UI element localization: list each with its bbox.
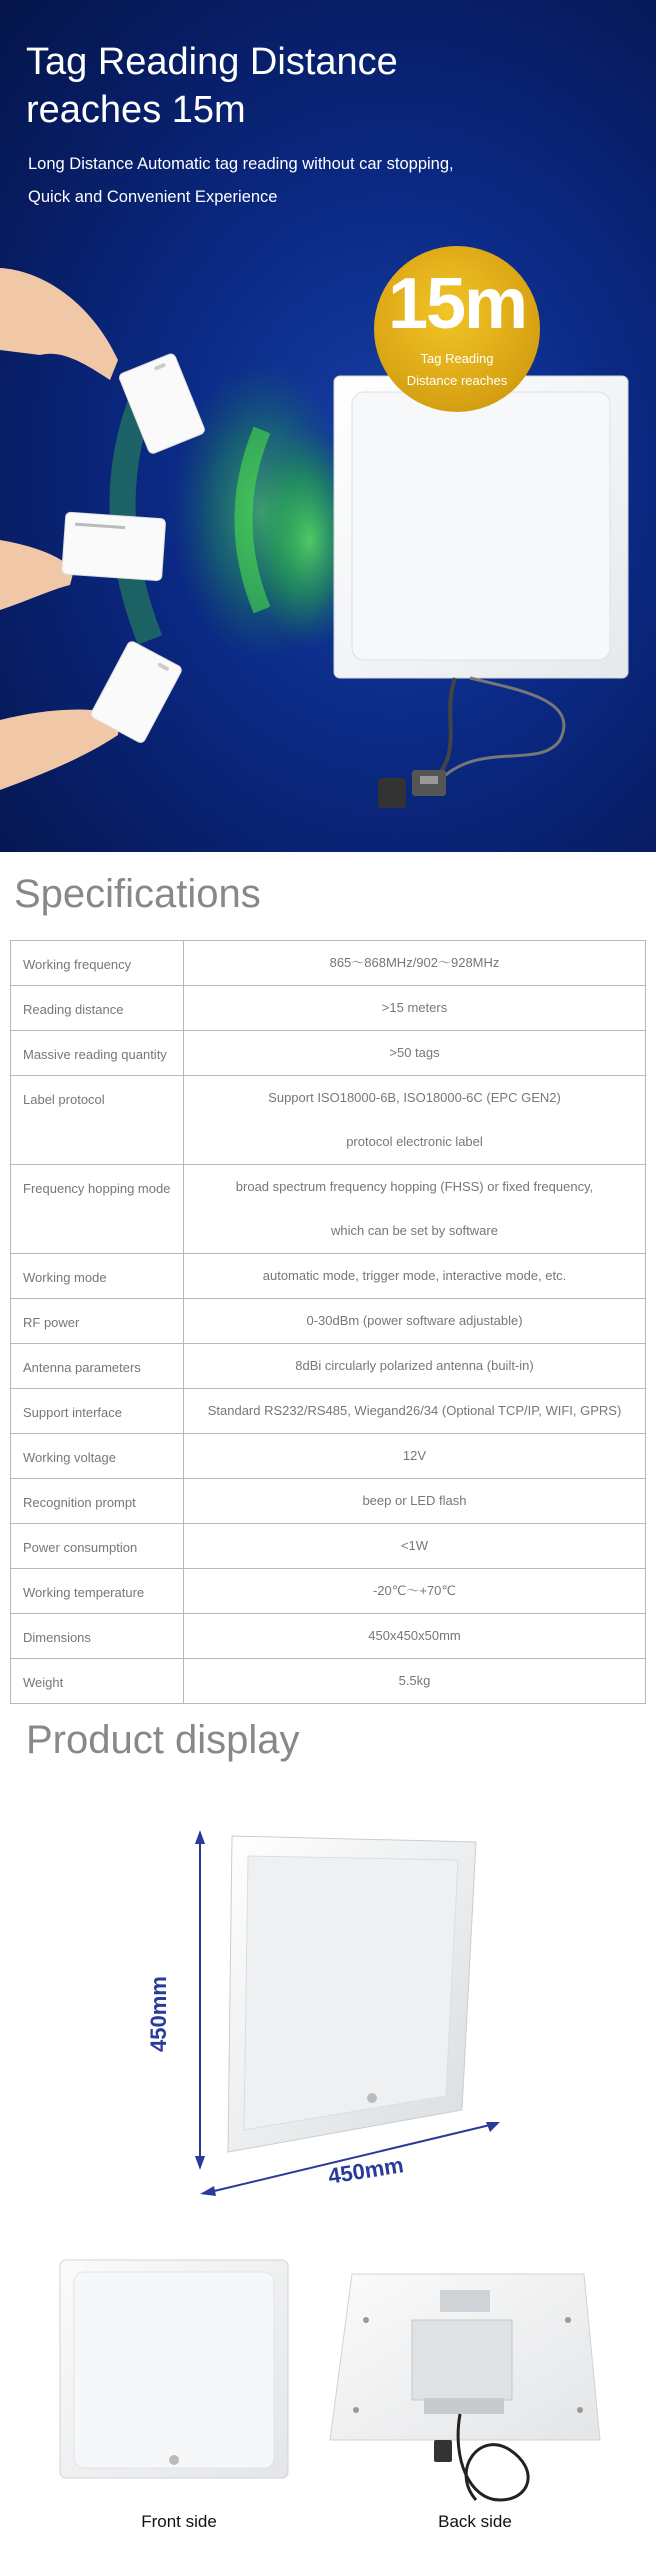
- hero-subtitle: [28, 148, 588, 214]
- spec-value: [184, 1479, 646, 1524]
- table-row: [11, 941, 646, 986]
- back-side-caption: Back side: [438, 2512, 512, 2531]
- spec-value-line: automatic mode, trigger mode, interactive mode, etc.: [262, 1268, 567, 1283]
- badge-value: 15m: [387, 264, 527, 344]
- specifications-table: [10, 940, 646, 1704]
- spec-label: Support interface: [11, 1389, 184, 1434]
- table-row: [11, 1524, 646, 1569]
- hero-title: [26, 38, 586, 134]
- table-row: [11, 1254, 646, 1299]
- rfid-reader-icon: [334, 376, 628, 808]
- width-dimension-label: 450mm: [326, 2152, 406, 2189]
- table-row: [11, 1165, 646, 1254]
- spec-value-line: 12V: [402, 1448, 427, 1463]
- spec-label: Power consumption: [11, 1524, 184, 1569]
- spec-label: Antenna parameters: [11, 1344, 184, 1389]
- spec-label: Working frequency: [11, 941, 184, 986]
- table-row: [11, 1569, 646, 1614]
- spec-label: Frequency hopping mode: [11, 1165, 184, 1254]
- table-row: [11, 1031, 646, 1076]
- spec-value: [184, 1344, 646, 1389]
- back-side-panel-icon: [330, 2274, 600, 2500]
- front-side-caption: Front side: [141, 2512, 217, 2531]
- table-row: [11, 1389, 646, 1434]
- spec-value-line: beep or LED flash: [362, 1493, 467, 1508]
- specifications-title: Specifications: [14, 872, 261, 916]
- table-row: [11, 1479, 646, 1524]
- table-row: [11, 1299, 646, 1344]
- spec-value: [184, 1165, 646, 1254]
- spec-value: [184, 1659, 646, 1704]
- spec-label: RF power: [11, 1299, 184, 1344]
- table-row: [11, 1434, 646, 1479]
- spec-label: Working voltage: [11, 1434, 184, 1479]
- spec-label: Working temperature: [11, 1569, 184, 1614]
- spec-value: [184, 1434, 646, 1479]
- spec-value: [184, 1254, 646, 1299]
- spec-label: Label protocol: [11, 1076, 184, 1165]
- spec-value-line: 5.5kg: [398, 1673, 431, 1688]
- spec-value-line: 450x450x50mm: [368, 1628, 461, 1643]
- front-side-panel-icon: [60, 2260, 288, 2478]
- spec-value-line: -20℃～+70℃: [372, 1583, 457, 1598]
- distance-badge: [374, 246, 540, 412]
- antenna-panel-icon: [228, 1836, 476, 2152]
- spec-value-line: which can be set by software: [331, 1223, 498, 1238]
- spec-value: [184, 941, 646, 986]
- spec-value-line: <1W: [400, 1538, 429, 1553]
- spec-label: Dimensions: [11, 1614, 184, 1659]
- product-display-title: Product display: [26, 1718, 300, 1762]
- table-row: [11, 1344, 646, 1389]
- height-dimension-label: 450mm: [146, 1976, 171, 2052]
- spec-label: Recognition prompt: [11, 1479, 184, 1524]
- spec-value: [184, 1524, 646, 1569]
- hero-title-line1: Tag Reading Distance: [26, 41, 398, 83]
- spec-label: Reading distance: [11, 986, 184, 1031]
- spec-value-line: Standard RS232/RS485, Wiegand26/34 (Optional TCP/IP, WIFI, GPRS): [207, 1403, 622, 1418]
- spec-value-line: protocol electronic label: [346, 1134, 483, 1149]
- spec-value: [184, 1076, 646, 1165]
- spec-label: Weight: [11, 1659, 184, 1704]
- spec-label: Working mode: [11, 1254, 184, 1299]
- spec-value-line: 865～868MHz/902～928MHz: [329, 955, 500, 970]
- table-row: [11, 986, 646, 1031]
- table-row: [11, 1659, 646, 1704]
- spec-label: Massive reading quantity: [11, 1031, 184, 1076]
- spec-value: [184, 986, 646, 1031]
- spec-value: [184, 1031, 646, 1076]
- table-row: [11, 1614, 646, 1659]
- spec-value-line: >50 tags: [389, 1045, 440, 1060]
- hero-title-line2: reaches 15m: [26, 89, 246, 131]
- spec-value: [184, 1569, 646, 1614]
- spec-value: [184, 1299, 646, 1344]
- spec-value: [184, 1389, 646, 1434]
- table-row: [11, 1076, 646, 1165]
- hero-subtitle-line1: Long Distance Automatic tag reading without car stopping,: [28, 155, 454, 173]
- spec-value-line: Support ISO18000-6B, ISO18000-6C (EPC GEN2): [268, 1090, 561, 1105]
- spec-value: [184, 1614, 646, 1659]
- spec-value-line: 8dBi circularly polarized antenna (built-in): [295, 1358, 534, 1373]
- spec-value-line: broad spectrum frequency hopping (FHSS) or fixed frequency,: [235, 1179, 594, 1194]
- badge-caption: Tag Reading Distance reaches: [406, 351, 508, 388]
- hero-banner: [0, 0, 656, 852]
- hero-subtitle-line2: Quick and Convenient Experience: [28, 188, 278, 206]
- spec-value-line: >15 meters: [381, 1000, 448, 1015]
- spec-value-line: 0-30dBm (power software adjustable): [306, 1313, 523, 1328]
